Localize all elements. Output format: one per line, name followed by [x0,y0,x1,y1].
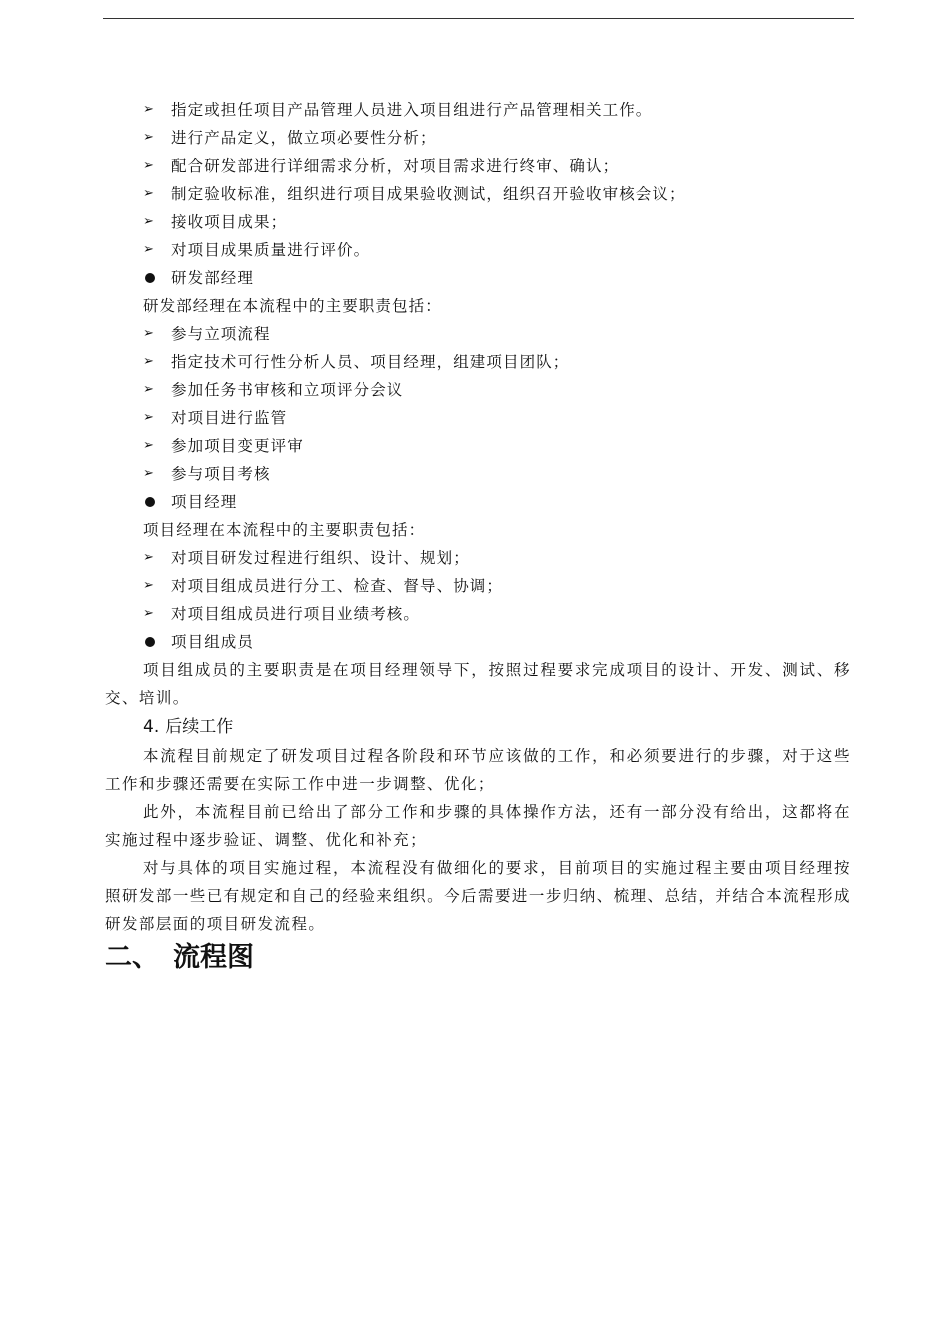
role-intro: 研发部经理在本流程中的主要职责包括： [143,297,442,315]
list-item-text: 对项目成果质量进行评价。 [171,241,371,259]
list-item-text: 参加项目变更评审 [171,437,304,455]
list-item [105,180,851,208]
rd-manager-section [105,264,851,488]
arrow-bullet-icon: ➢ [143,466,155,481]
list-item-text: 接收项目成果； [171,213,288,231]
list-item [105,600,851,628]
arrow-bullet-icon: ➢ [143,158,155,173]
list-item-text: 对项目组成员进行项目业绩考核。 [171,605,421,623]
arrow-bullet-icon: ➢ [143,578,155,593]
arrow-bullet-icon: ➢ [143,242,155,257]
arrow-bullet-icon: ➢ [143,102,155,117]
bullet-dot-icon [145,637,155,647]
paragraph: 此外，本流程目前已给出了部分工作和步骤的具体操作方法，还有一部分没有给出，这都将在实施过程中逐步验证、调整、优化和补充； [105,803,851,849]
arrow-bullet-icon: ➢ [143,606,155,621]
role-heading [105,628,851,656]
list-item-text: 配合研发部进行详细需求分析，对项目需求进行终审、确认； [171,157,620,175]
document-body [105,96,851,976]
list-item-text: 指定或担任项目产品管理人员进入项目组进行产品管理相关工作。 [171,101,653,119]
list-item-text: 对项目组成员进行分工、检查、督导、协调； [171,577,504,595]
list-item [105,320,851,348]
section-heading [105,940,851,976]
bullet-dot-icon [145,273,155,283]
list-item [105,348,851,376]
list-item [105,432,851,460]
role-heading-text: 项目经理 [171,493,238,511]
arrow-bullet-icon: ➢ [143,550,155,565]
role-heading-text: 研发部经理 [171,269,255,287]
role-intro: 项目经理在本流程中的主要职责包括： [143,521,426,539]
role-description: 项目组成员的主要职责是在项目经理领导下，按照过程要求完成项目的设计、开发、测试、移交、培训。 [105,661,851,707]
list-item [105,572,851,600]
list-item [105,544,851,572]
section-number: 二、 [105,942,159,973]
list-item [105,376,851,404]
list-item-text: 指定技术可行性分析人员、项目经理，组建项目团队； [171,353,570,371]
arrow-bullet-icon: ➢ [143,130,155,145]
list-item-text: 对项目进行监管 [171,409,288,427]
list-item-text: 参加任务书审核和立项评分会议 [171,381,404,399]
role-heading [105,488,851,516]
team-member-section [105,628,851,712]
list-item-text: 进行产品定义，做立项必要性分析； [171,129,437,147]
project-manager-section [105,488,851,628]
list-item [105,236,851,264]
list-item [105,124,851,152]
list-item [105,460,851,488]
arrow-bullet-icon: ➢ [143,186,155,201]
list-item-text: 参与立项流程 [171,325,271,343]
list-item [105,208,851,236]
arrow-bullet-icon: ➢ [143,382,155,397]
arrow-bullet-icon: ➢ [143,438,155,453]
arrow-bullet-icon: ➢ [143,354,155,369]
role-heading [105,264,851,292]
list-item [105,96,851,124]
role-heading-text: 项目组成员 [171,633,255,651]
list-item [105,152,851,180]
subsection-title: 后续工作 [165,717,234,737]
list-item-text: 对项目研发过程进行组织、设计、规划； [171,549,470,567]
product-duties-list [105,96,851,264]
list-item-text: 制定验收标准，组织进行项目成果验收测试，组织召开验收审核会议； [171,185,686,203]
list-item [105,404,851,432]
bullet-dot-icon [145,497,155,507]
section-title: 流程图 [173,942,254,973]
arrow-bullet-icon: ➢ [143,214,155,229]
subsection-heading [105,712,851,742]
paragraph: 对与具体的项目实施过程，本流程没有做细化的要求，目前项目的实施过程主要由项目经理按照研发部一些已有规定和自己的经验来组织。今后需要进一步归纳、梳理、总结，并结合本流程形成研发部层面的项目研发流程。 [105,859,851,933]
paragraph: 本流程目前规定了研发项目过程各阶段和环节应该做的工作，和必须要进行的步骤，对于这些工作和步骤还需要在实际工作中进一步调整、优化； [105,747,851,793]
followup-paragraphs [105,742,851,938]
arrow-bullet-icon: ➢ [143,410,155,425]
list-item-text: 参与项目考核 [171,465,271,483]
header-rule [103,18,854,19]
arrow-bullet-icon: ➢ [143,326,155,341]
subsection-number: 4. [143,717,160,737]
